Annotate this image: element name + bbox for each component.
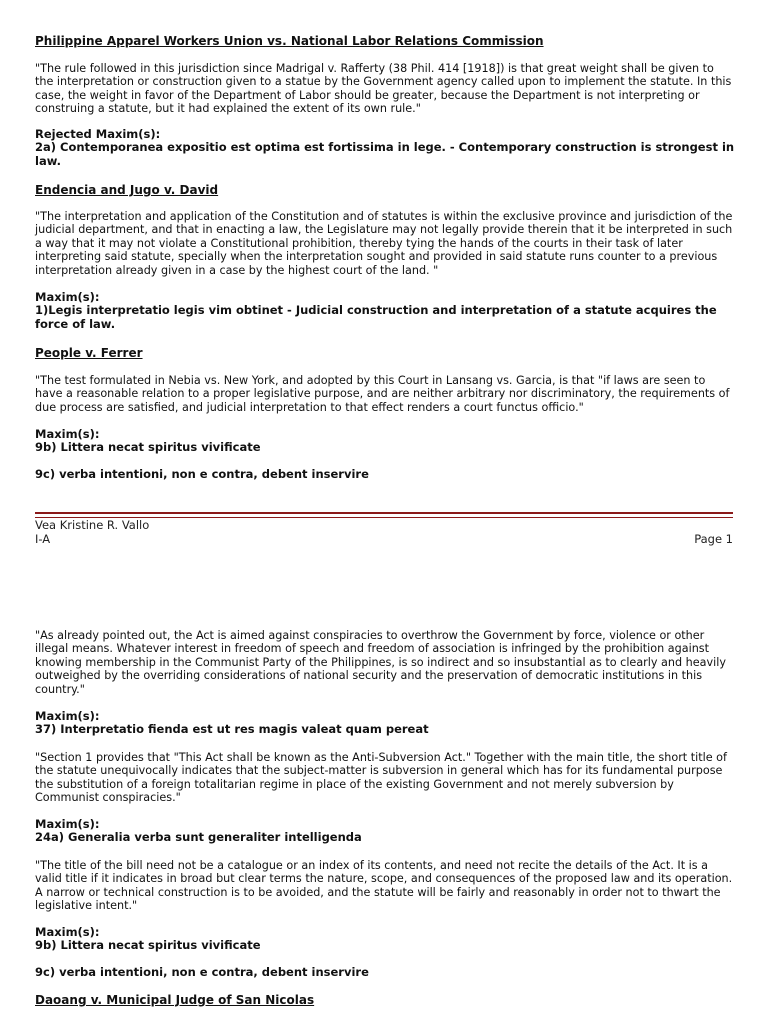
- quote-text: "The test formulated in Nebia vs. New York, and adopted by this Court in Lansang vs. Garcia, is that "if laws are seen to have a reasonable relation to a proper legislative purpose, and are neither arbitrary nor discriminatory, the requirements of due process are satisfied, and judicial interpretation to that effect renders a court functus officio.": [35, 374, 730, 414]
- maxim-heading: Maxim(s):: [35, 290, 100, 304]
- maxim-item: 2a) Contemporanea expositio est optima est fortissima in lege. - Contemporary construction is strongest in law.: [35, 140, 735, 168]
- footer-author: Vea Kristine R. Vallo: [35, 518, 150, 532]
- maxim-block-1: [35, 128, 735, 168]
- case-title-1: [35, 34, 735, 48]
- footer-page-number: Page 1: [694, 532, 733, 546]
- case-quote-5: [35, 751, 735, 805]
- maxim-block-3b: [35, 468, 735, 481]
- maxim-heading: Maxim(s):: [35, 427, 100, 441]
- footer-section: I-A: [35, 532, 51, 546]
- case-title-text: Philippine Apparel Workers Union vs. National Labor Relations Commission: [35, 34, 544, 48]
- case-quote-4: [35, 629, 735, 696]
- maxim-item: 24a) Generalia verba sunt generaliter intelligenda: [35, 830, 362, 845]
- maxim-heading: Maxim(s):: [35, 709, 100, 723]
- maxim-heading: Rejected Maxim(s):: [35, 127, 161, 141]
- quote-text: "As already pointed out, the Act is aimed against conspiracies to overthrow the Government by force, violence or other illegal means. Whatever interest in freedom of speech and freedom of association is infringed by the prohibition against knowing membership in the Communist Party of the Philippines, is so indirect and so insubstantial as to clearly and heavily outweighed by the overriding considerations of national security and the preservation of democratic institutions in this country.": [35, 629, 726, 696]
- maxim-block-6: [35, 926, 735, 953]
- case-title-3: [35, 346, 735, 360]
- case-title-text: Daoang v. Municipal Judge of San Nicolas: [35, 993, 315, 1007]
- quote-text: "The rule followed in this jurisdiction since Madrigal v. Rafferty (38 Phil. 414 [1918]) is that great weight shall be given to the interpretation or construction given to a statue by the Government agency called upon to implement the statute. In this case, the weight in favor of the Department of Labor should be greater, because the Department is not interpreting or construing a statute, but it had explained the extent of its own rule.": [35, 62, 732, 116]
- maxim-block-5: [35, 818, 735, 845]
- quote-text: "The interpretation and application of the Constitution and of statutes is within the exclusive province and jurisdiction of the judicial department, and that in enacting a law, the Legislature may not legally provide therein that it be interpreted in such a way that it may not violate a Constitutional prohibition, thereby tying the hands of the courts in their task of later interpreting said statute, specially when the interpretation sought and provided in said statute runs counter to a previous interpretation already given in a case by the highest court of the land. ": [35, 210, 733, 277]
- maxim-item: 9b) Littera necat spiritus vivificate: [35, 938, 261, 953]
- maxim-item: 1)Legis interpretatio legis vim obtinet - Judicial construction and interpretation of a statute acquires the force of law.: [35, 303, 717, 331]
- maxim-item: 9c) verba intentioni, non e contra, debent inservire: [35, 467, 369, 481]
- maxim-item: 37) Interpretatio fienda est ut res magis valeat quam pereat: [35, 722, 429, 737]
- maxim-block-4: [35, 710, 735, 737]
- case-title-2: [35, 183, 735, 197]
- maxim-heading: Maxim(s):: [35, 817, 100, 831]
- case-quote-6: [35, 859, 735, 913]
- maxim-heading: Maxim(s):: [35, 925, 100, 939]
- case-quote-2: [35, 210, 735, 277]
- case-title-text: Endencia and Jugo v. David: [35, 183, 219, 197]
- quote-text: "The title of the bill need not be a catalogue or an index of its contents, and need not recite the details of the Act. It is a valid title if it indicates in broad but clear terms the nature, scope, and consequences of the proposed law and its operation. A narrow or technical construction is to be avoided, and the statute will be fairly and reasonably in order not to thwart the legislative intent.": [35, 859, 733, 913]
- footer-rule: [35, 512, 733, 514]
- maxim-block-2: [35, 291, 735, 331]
- maxim-block-6b: [35, 966, 735, 979]
- case-quote-1: [35, 62, 735, 116]
- maxim-item: 9b) Littera necat spiritus vivificate: [35, 440, 261, 455]
- case-title-text: People v. Ferrer: [35, 346, 143, 360]
- case-quote-3: [35, 374, 735, 414]
- quote-text: "Section 1 provides that "This Act shall be known as the Anti-Subversion Act." Together with the main title, the short title of the statute unequivocally indicates that the subject-matter is subversion in general which has for its fundamental purpose the substitution of a foreign totalitarian regime in place of the existing Government and not merely subversion by Communist conspiracies.": [35, 751, 727, 805]
- maxim-block-3: [35, 428, 735, 455]
- maxim-item: 9c) verba intentioni, non e contra, debent inservire: [35, 965, 369, 979]
- case-title-7: [35, 993, 735, 1007]
